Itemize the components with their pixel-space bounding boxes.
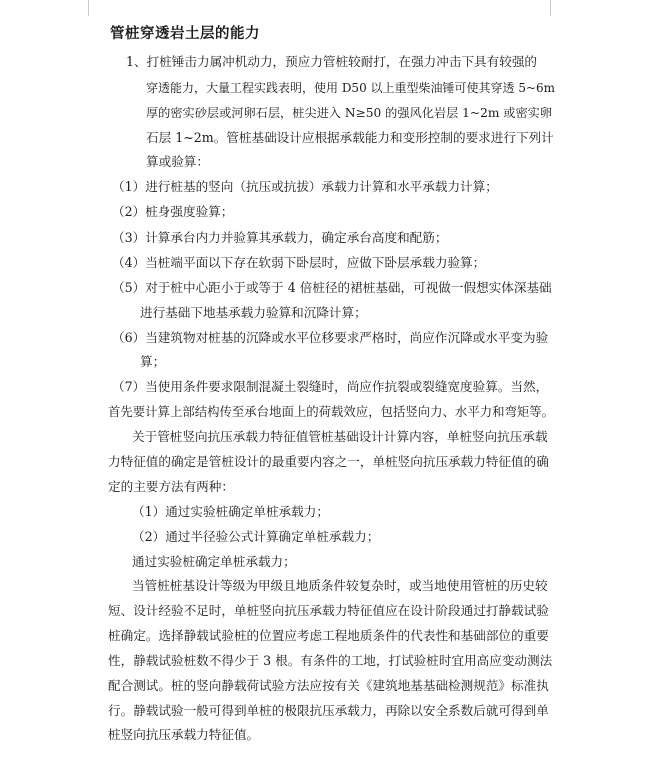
list-item: （2）桩身强度验算； xyxy=(112,204,234,219)
paragraph-line: 定的主要方法有两种： xyxy=(108,479,234,494)
paragraph-line: 石层 1~2m。管桩基础设计应根据承载能力和变形控制的要求进行下列计 xyxy=(146,130,554,145)
section-title: 管桩穿透岩土层的能力 xyxy=(110,26,260,42)
paragraph-line: 穿透能力，大量工程实践表明，使用 D50 以上重型柴油锤可使其穿透 5~6m xyxy=(146,81,556,95)
paragraph-line: 算或验算： xyxy=(146,154,209,169)
list-item: （3）计算承台内力并验算其承载力，确定承台高度和配筋； xyxy=(112,230,448,245)
list-item-continuation: 算； xyxy=(140,354,166,369)
paragraph-line: 桩确定。选择静载试验桩的位置应考虑工程地质条件的代表性和基础部位的重要 xyxy=(108,628,549,643)
page-margin-mark-left xyxy=(88,0,89,16)
list-item: （1）进行桩基的竖向（抗压或抗拔）承载力计算和水平承载力计算； xyxy=(112,179,498,194)
paragraph-line: 性，静载试验桩数不得少于 3 根。有条件的工地，打试验桩时宜用高应变动测法 xyxy=(108,653,553,668)
paragraph-line: 桩竖向抗压承载力特征值。 xyxy=(108,727,260,742)
paragraph-line: 厚的密实砂层或河卵石层，桩尖进入 N≥50 的强风化岩层 1~2m 或密实卵 xyxy=(146,106,553,120)
list-item: （2）通过半径验公式计算确定单桩承载力； xyxy=(132,529,380,544)
list-item: （1）通过实验桩确定单桩承载力； xyxy=(132,504,329,519)
paragraph-line: 首先要计算上部结构传至承台地面上的荷载效应，包括竖向力、水平力和弯矩等。 xyxy=(108,404,555,419)
list-item: （7）当使用条件要求限制混凝土裂缝时，尚应作抗裂或裂缝宽度验算。当然， xyxy=(112,379,549,394)
page-margin-mark-right xyxy=(550,0,551,16)
paragraph-line: 行。静载试验一般可得到单桩的极限抗压承载力，再除以安全系数后就可得到单 xyxy=(108,703,549,718)
paragraph-line: 力特征值的确定是管桩设计的最重要内容之一，单桩竖向抗压承载力特征值的确 xyxy=(108,454,549,469)
list-item-continuation: 进行基础下地基承载力验算和沉降计算； xyxy=(140,305,367,320)
paragraph-line: 短、设计经验不足时，单桩竖向抗压承载力特征值应在设计阶段通过打静载试验 xyxy=(108,603,549,618)
paragraph-line: 关于管桩竖向抗压承载力特征值管桩基础设计计算内容，单桩竖向抗压承载 xyxy=(132,429,548,444)
list-item: （4）当桩端平面以下存在软弱下卧层时，应做下卧层承载力验算； xyxy=(112,255,486,270)
paragraph-line: 当管桩桩基设计等级为甲级且地质条件较复杂时，或当地使用管桩的历史较 xyxy=(132,578,548,593)
list-item: （5）对于桩中心距小于或等于 4 倍桩径的裙桩基础，可视做一假想实体深基础 xyxy=(112,280,552,295)
paragraph-line: 配合测试。桩的竖向静载荷试验方法应按有关《建筑地基基础检测规范》标准执 xyxy=(108,678,549,693)
list-item: （6）当建筑物对桩基的沉降或水平位移要求严格时，尚应作沉降或水平变为验 xyxy=(112,330,549,345)
paragraph-line: 1、打桩锤击力属冲机动力，预应力管桩较耐打，在强力冲击下具有较强的 xyxy=(126,54,538,69)
subheading: 通过实验桩确定单桩承载力； xyxy=(132,554,296,569)
